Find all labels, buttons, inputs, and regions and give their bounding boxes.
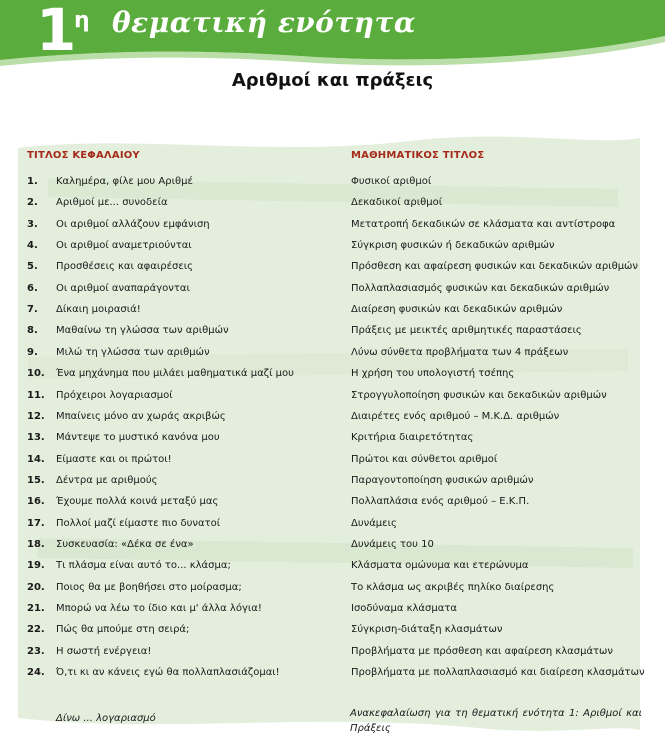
math-title: Προβλήματα με πρόσθεση και αφαίρεση κλασμάτων xyxy=(351,645,614,657)
table-row xyxy=(0,582,665,602)
chapter-title: Ένα μηχάνημα που μιλάει μαθηματικά μαζί μου xyxy=(56,368,294,380)
chapter-title: Οι αριθμοί αναμετριούνται xyxy=(56,240,192,252)
table-row xyxy=(0,176,665,196)
math-title: Φυσικοί αριθμοί xyxy=(351,176,432,187)
chapter-title: Οι αριθμοί αλλάζουν εμφάνιση xyxy=(56,218,210,230)
chapter-number: 10. xyxy=(27,368,45,380)
math-title: Δεκαδικοί αριθμοί xyxy=(351,197,443,209)
table-row xyxy=(0,624,665,644)
unit-number: 1 xyxy=(36,0,75,64)
chapter-title: Προσθέσεις και αφαιρέσεις xyxy=(56,261,193,273)
chapter-number: 19. xyxy=(27,560,45,572)
chapter-number: 2. xyxy=(27,197,38,209)
chapter-title: Συσκευασία: «Δέκα σε ένα» xyxy=(56,538,194,550)
table-row xyxy=(0,667,665,687)
math-title: Παραγοντοποίηση φυσικών αριθμών xyxy=(351,474,534,486)
math-title: Διαιρέτες ενός αριθμού – Μ.Κ.Δ. αριθμών xyxy=(351,410,560,422)
table-row xyxy=(0,261,665,281)
chapter-title: Πρόχειροι λογαριασμοί xyxy=(56,389,173,401)
chapter-title: Δέντρα με αριθμούς xyxy=(56,474,158,486)
math-title: Πολλαπλάσια ενός αριθμού – Ε.Κ.Π. xyxy=(351,496,530,508)
chapter-number: 11. xyxy=(27,389,45,401)
math-title: Το κλάσμα ως ακριβές πηλίκο διαίρεσης xyxy=(351,581,555,593)
chapter-title: Πώς θα μπούμε στη σειρά; xyxy=(56,624,190,636)
chapter-title: Έχουμε πολλά κοινά μεταξύ μας xyxy=(56,496,219,508)
column-header-math-title: ΜΑΘΗΜΑΤΙΚΟΣ ΤΙΤΛΟΣ xyxy=(351,150,485,161)
table-row xyxy=(0,325,665,345)
math-title: Δυνάμεις του 10 xyxy=(351,538,434,550)
unit-label: θεματική ενότητα xyxy=(112,6,416,39)
chapter-number: 12. xyxy=(27,410,45,422)
chapter-number: 24. xyxy=(27,667,45,679)
table-row xyxy=(0,390,665,410)
math-title: Στρογγυλοποίηση φυσικών και δεκαδικών αριθμών xyxy=(351,389,607,401)
chapter-title: Η σωστή ενέργεια! xyxy=(56,645,152,657)
footer-review-label: Δίνω ... λογαριασμό xyxy=(56,713,156,724)
math-title: Ισοδύναμα κλάσματα xyxy=(351,603,457,614)
chapter-number: 14. xyxy=(27,453,45,465)
math-title: Σύγκριση φυσικών ή δεκαδικών αριθμών xyxy=(351,240,555,252)
chapter-number: 20. xyxy=(27,581,45,593)
chapter-number: 4. xyxy=(27,240,38,252)
chapter-title: Μπαίνεις μόνο αν χωράς ακριβώς xyxy=(56,410,226,422)
table-row xyxy=(0,560,665,580)
table-row xyxy=(0,411,665,431)
math-title: Πράξεις με μεικτές αριθμητικές παραστάσεις xyxy=(351,325,582,337)
chapter-number: 21. xyxy=(27,603,45,614)
table-row xyxy=(0,496,665,516)
chapter-number: 17. xyxy=(27,517,45,529)
chapter-number: 18. xyxy=(27,538,45,550)
math-title: Πρώτοι και σύνθετοι αριθμοί xyxy=(351,453,498,465)
chapter-number: 8. xyxy=(27,325,38,337)
chapter-title: Αριθμοί με... συνοδεία xyxy=(56,197,168,209)
chapter-number: 15. xyxy=(27,474,45,486)
table-row xyxy=(0,432,665,452)
chapter-number: 22. xyxy=(27,624,45,636)
chapter-number: 5. xyxy=(27,261,38,273)
math-title: Διαίρεση φυσικών και δεκαδικών αριθμών xyxy=(351,304,563,316)
unit-header-banner xyxy=(0,0,665,80)
table-row xyxy=(0,197,665,217)
table-row xyxy=(0,240,665,260)
column-header-chapter-title: ΤΙΤΛΟΣ ΚΕΦΑΛΑΙΟΥ xyxy=(27,150,140,161)
chapter-number: 13. xyxy=(27,432,45,444)
chapter-title: Δίκαιη μοιρασιά! xyxy=(56,304,141,316)
chapter-title: Ποιος θα με βοηθήσει στο μοίρασμα; xyxy=(56,581,242,593)
chapter-number: 9. xyxy=(27,346,38,358)
chapter-number: 16. xyxy=(27,496,45,508)
table-row xyxy=(0,539,665,559)
table-row xyxy=(0,646,665,666)
table-row xyxy=(0,368,665,388)
chapter-title: Είμαστε και οι πρώτοι! xyxy=(56,453,172,465)
math-title: Η χρήση του υπολογιστή τσέπης xyxy=(351,368,515,380)
chapter-title: Μιλώ τη γλώσσα των αριθμών xyxy=(56,346,210,358)
chapter-number: 3. xyxy=(27,218,38,230)
table-row xyxy=(0,603,665,623)
math-title: Κριτήρια διαιρετότητας xyxy=(351,432,474,444)
unit-number-superscript: η xyxy=(74,8,90,33)
chapter-title: Μάντεψε το μυστικό κανόνα μου xyxy=(56,432,220,444)
chapter-title: Ό,τι κι αν κάνεις εγώ θα πολλαπλασιάζομαι! xyxy=(56,667,280,679)
math-title: Δυνάμεις xyxy=(351,517,397,529)
math-title: Κλάσματα ομώνυμα και ετερώνυμα xyxy=(351,560,529,572)
chapter-number: 6. xyxy=(27,282,38,294)
footer-review-description: Ανακεφαλαίωση για τη θεματική ενότητα 1: Αριθμοί και Πράξεις xyxy=(350,708,642,734)
table-row xyxy=(0,454,665,474)
math-title: Προβλήματα με πολλαπλασιασμό και διαίρεση κλασμάτων xyxy=(351,667,645,679)
math-title: Σύγκριση-διάταξη κλασμάτων xyxy=(351,624,503,636)
chapter-title: Καλημέρα, φίλε μου Αριθμέ xyxy=(56,176,193,187)
math-title: Πρόσθεση και αφαίρεση φυσικών και δεκαδικών αριθμών xyxy=(351,261,639,273)
table-row xyxy=(0,518,665,538)
table-row xyxy=(0,347,665,367)
chapter-number: 23. xyxy=(27,645,45,657)
math-title: Λύνω σύνθετα προβλήματα των 4 πράξεων xyxy=(351,346,569,358)
chapter-title: Μαθαίνω τη γλώσσα των αριθμών xyxy=(56,325,229,337)
chapter-title: Μπορώ να λέω το ίδιο και μ' άλλα λόγια! xyxy=(56,603,262,614)
table-row xyxy=(0,219,665,239)
chapter-title: Πολλοί μαζί είμαστε πιο δυνατοί xyxy=(56,517,221,529)
chapter-number: 7. xyxy=(27,304,38,316)
chapter-number: 1. xyxy=(27,176,38,187)
table-row xyxy=(0,283,665,303)
table-row xyxy=(0,304,665,324)
chapter-title: Οι αριθμοί αναπαράγονται xyxy=(56,282,190,294)
page-title: Αριθμοί και πράξεις xyxy=(231,70,434,91)
math-title: Μετατροπή δεκαδικών σε κλάσματα και αντίστροφα xyxy=(351,218,616,230)
table-row xyxy=(0,475,665,495)
math-title: Πολλαπλασιασμός φυσικών και δεκαδικών αριθμών xyxy=(351,282,610,294)
chapter-title: Τι πλάσμα είναι αυτό το... κλάσμα; xyxy=(56,560,231,572)
